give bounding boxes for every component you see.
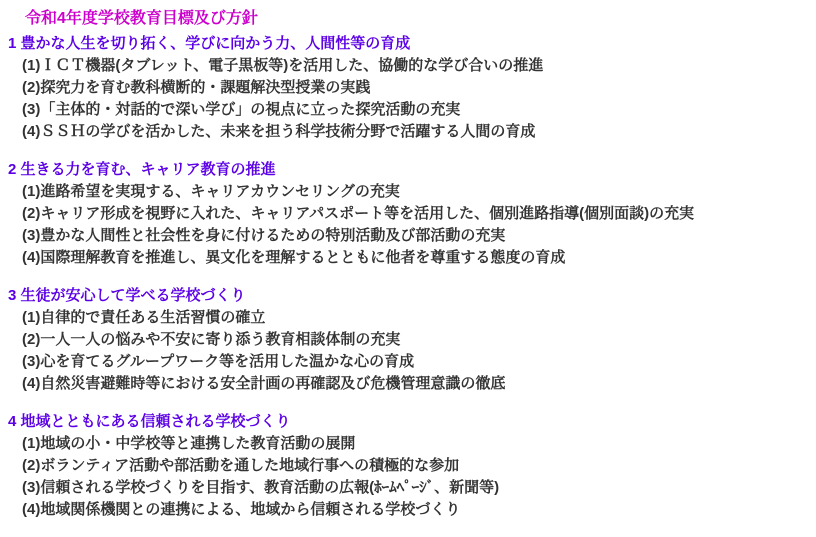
section-1 (8, 33, 808, 143)
section-4 (8, 411, 808, 521)
goal-item: (3)豊かな人間性と社会性を身に付けるための特別活動及び部活動の充実 (22, 227, 506, 244)
goal-item: (1)ＩＣＴ機器(タブレット、電子黒板等)を活用した、協働的な学び合いの推進 (22, 57, 544, 74)
goal-item: (2)一人一人の悩みや不安に寄り添う教育相談体制の充実 (22, 331, 401, 348)
goal-item: (2)探究力を育む教科横断的・課題解決型授業の実践 (22, 79, 371, 96)
goal-item: (1)自律的で責任ある生活習慣の確立 (22, 309, 266, 326)
goal-item: (4)自然災害避難時等における安全計画の再確認及び危機管理意識の徹底 (22, 375, 506, 392)
section-3-heading: 3 生徒が安心して学べる学校づくり (8, 287, 246, 304)
goal-item: (4)ＳＳＨの学びを活かした、未来を担う科学技術分野で活躍する人間の育成 (22, 123, 536, 140)
goal-item: (3)信頼される学校づくりを目指す、教育活動の広報(ﾎｰﾑﾍﾟｰｼﾞ、新聞等) (22, 479, 500, 496)
goal-item: (1)進路希望を実現する、キャリアカウンセリングの充実 (22, 183, 400, 200)
goal-item: (2)キャリア形成を視野に入れた、キャリアパスポート等を活用した、個別進路指導(個別面談)の充実 (22, 205, 695, 222)
goal-item: (4)国際理解教育を推進し、異文化を理解するとともに他者を尊重する態度の育成 (22, 249, 566, 266)
section-2-heading: 2 生きる力を育む、キャリア教育の推進 (8, 161, 276, 178)
section-1-heading: 1 豊かな人生を切り拓く、学びに向かう力、人間性等の育成 (8, 35, 411, 52)
goal-item: (1)地域の小・中学校等と連携した教育活動の展開 (22, 435, 356, 452)
goal-item: (4)地域関係機関との連携による、地域から信頼される学校づくり (22, 501, 461, 518)
goal-item: (3)「主体的・対話的で深い学び」の視点に立った探究活動の充実 (22, 101, 461, 118)
goal-item: (3)心を育てるグループワーク等を活用した温かな心の育成 (22, 353, 415, 370)
section-2 (8, 159, 808, 269)
section-4-heading: 4 地域とともにある信頼される学校づくり (8, 413, 291, 430)
section-3 (8, 285, 808, 395)
page-title: 令和4年度学校教育目標及び方針 (25, 10, 258, 27)
goal-item: (2)ボランティア活動や部活動を通した地域行事への積極的な参加 (22, 457, 460, 474)
